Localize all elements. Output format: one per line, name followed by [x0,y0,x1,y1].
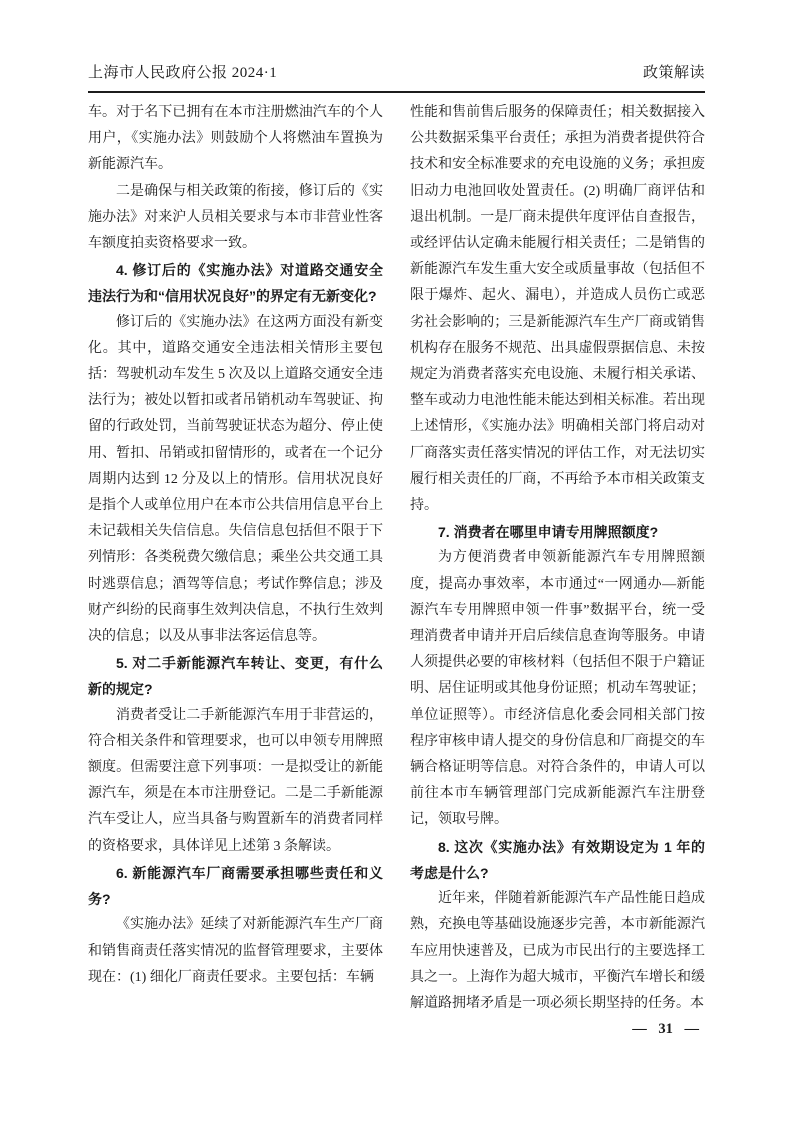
gazette-title: 上海市人民政府公报 2024·1 [88,65,278,81]
left-column [88,100,383,1017]
question-heading: 4. 修订后的《实施办法》对道路交通安全违法行为和“信用状况良好”的界定有无新变化? [88,262,383,305]
question-heading: 7. 消费者在哪里申请专用牌照额度? [438,524,659,541]
body-paragraph: 消费者受让二手新能源汽车用于非营运的，符合相关条件和管理要求，也可以申领专用牌照额度。但需要注意下列事项：一是拟受让的新能源汽车，须是在本市注册登记。二是二手新能源汽车受让人，应当具备与购置新车的消费者同样的资格要求，具体详见上述第 3 条解读。 [88,707,383,854]
content-columns [88,100,705,1017]
body-paragraph: 性能和售前售后服务的保障责任；相关数据接入公共数据采集平台责任；承担为消费者提供符合技术和安全标准要求的充电设施的义务；承担废旧动力电池回收处置责任。(2) 明确厂商评估和退出机制。一是厂商未提供年度评估自查报告，或经评估认定确未能履行相关责任；二是销售的新能源汽车发生重大安全或质量事故（包括但不限于爆炸、起火、漏电），并造成人员伤亡或恶劣社会影响的；三是新能源汽车生产厂商或销售机构存在服务不规范、出具虚假票据信息、未按规定为消费者落实充电设施、未履行相关承诺、整车或动力电池性能未能达到相关标准。若出现上述情形，《实施办法》明确相关部门将启动对厂商落实责任落实情况的评估工作，对无法切实履行相关责任的厂商，不再给予本市相关政策支持。 [410,105,705,514]
body-paragraph: 为方便消费者申领新能源汽车专用牌照额度，提高办事效率，本市通过“一网通办—新能源汽车专用牌照申领一件事”数据平台，统一受理消费者申请并开启后续信息查询等服务。申请人须提供必要的审核材料（包括但不限于户籍证明、居住证明或其他身份证照；机动车驾驶证；单位证照等）。市经济信息化委会同相关部门按程序审核申请人提交的身份信息和厂商提交的车辆合格证明等信息。对符合条件的，申请人可以前往本市车辆管理部门完成新能源汽车注册登记，领取号牌。 [410,550,705,828]
header-rule [88,91,705,93]
right-column [410,100,705,1017]
body-paragraph: 《实施办法》延续了对新能源汽车生产厂商和销售商责任落实情况的监督管理要求，主要体现在：(1) 细化厂商责任要求。主要包括：车辆 [88,917,383,985]
page-number: — 31 — [632,1021,699,1037]
section-label: 政策解读 [642,65,705,81]
body-paragraph: 车。对于名下已拥有在本市注册燃油汽车的个人用户，《实施办法》则鼓励个人将燃油车置换为新能源汽车。 [88,105,383,173]
question-heading: 5. 对二手新能源汽车转让、变更，有什么新的规定? [88,655,383,698]
body-paragraph: 二是确保与相关政策的衔接，修订后的《实施办法》对来沪人员相关要求与本市非营业性客车额度拍卖资格要求一致。 [88,183,383,252]
body-paragraph: 近年来，伴随着新能源汽车产品性能日趋成熟，充换电等基础设施逐步完善，本市新能源汽车应用快速普及，已成为市民出行的主要选择工具之一。上海作为超大城市，平衡汽车增长和缓解道路拥堵矛盾是一项必须长期坚持的任务。本 [410,891,705,1011]
page-header [88,63,705,83]
question-heading: 6. 新能源汽车厂商需要承担哪些责任和义务? [88,864,383,908]
body-paragraph: 修订后的《实施办法》在这两方面没有新变化。其中，道路交通安全违法相关情形主要包括：驾驶机动车发生 5 次及以上道路交通安全违法行为；被处以暂扣或者吊销机动车驾驶证、拘留的行政处罚，当前驾驶证状态为超分、停止使用、暂扣、吊销或扣留情形的，或者在一个记分周期内达到 12 分及以上的情形。信用状况良好是指个人或单位用户在本市公共信用信息平台上未记载相关失信信息。失信信息包括但不限于下列情形：各类税费欠缴信息；乘坐公共交通工具时逃票信息；酒驾等信息；考试作弊信息；涉及财产纠纷的民商事生效判决信息，不执行生效判决的信息；以及从事非法客运信息等。 [88,314,383,645]
question-heading: 8. 这次《实施办法》有效期设定为 1 年的考虑是什么? [410,838,705,881]
